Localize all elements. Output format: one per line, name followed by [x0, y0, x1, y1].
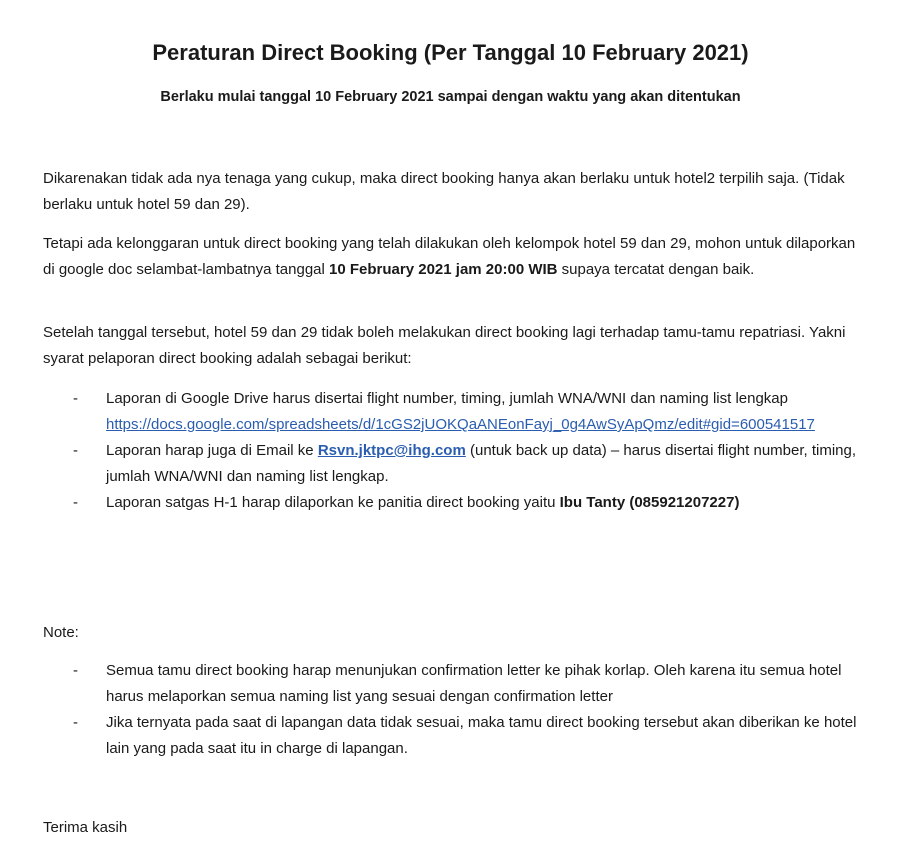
requirement-email-detail: (untuk back up data) – harus disertai flight number, timing, jumlah WNA/WNI dan naming list lengkap. — [106, 442, 857, 485]
paragraph-availability: Dikarenakan tidak ada nya tenaga yang cukup, maka direct booking hanya akan berlaku untuk hotel2 terpilih saja. (Tidak berlaku untuk hotel 59 dan 29). — [43, 170, 845, 213]
deadline-text: 10 February 2021 jam 20:00 WIB — [329, 261, 558, 278]
paragraph-exception-end: supaya tercatat dengan baik. — [557, 261, 755, 278]
list-item — [43, 710, 873, 762]
document-subtitle: Berlaku mulai tanggal 10 February 2021 sampai dengan waktu yang akan ditentukan — [160, 89, 741, 105]
google-doc-link[interactable]: https://docs.google.com/spreadsheets/d/1cGS2jUOKQaANEonFayj_0g4AwSyApQmz/edit#gid=600541517 — [106, 416, 815, 433]
requirement-satgas-text: Laporan satgas H-1 harap dilaporkan ke panitia direct booking yaitu — [106, 494, 560, 511]
list-item — [43, 386, 873, 438]
list-dash: - — [73, 442, 78, 459]
email-link[interactable]: Rsvn.jktpc@ihg.com — [317, 442, 466, 459]
contact-name: Ibu Tanty (085921207227) — [559, 494, 740, 511]
note-data-mismatch: Jika ternyata pada saat di lapangan data tidak sesuai, maka tamu direct booking tersebut akan diberikan ke hotel lain yang pada saat itu in charge di lapangan. — [106, 714, 857, 757]
closing-text: Terima kasih — [43, 819, 128, 836]
list-dash: - — [73, 390, 78, 407]
list-dash: - — [73, 714, 78, 731]
list-item — [43, 438, 873, 490]
paragraph-exception-text: Tetapi ada kelonggaran untuk direct booking yang telah dilakukan oleh kelompok hotel 59 dan 29, mohon untuk dilaporkan di google doc selambat-lambatnya tanggal — [43, 235, 856, 278]
paragraph-exception — [43, 231, 863, 283]
requirement-google-drive: Laporan di Google Drive harus disertai flight number, timing, jumlah WNA/WNI dan naming list lengkap — [106, 390, 788, 407]
list-dash: - — [73, 662, 78, 679]
list-item — [43, 658, 873, 710]
requirements-list — [43, 386, 873, 516]
paragraph-requirements-intro: Setelah tanggal tersebut, hotel 59 dan 29 tidak boleh melakukan direct booking lagi terhadap tamu-tamu repatriasi. Yakni syarat pelaporan direct booking adalah sebagai berikut: — [43, 324, 846, 367]
requirement-email-text: Laporan harap juga di Email ke — [106, 442, 318, 459]
note-label: Note: — [43, 624, 79, 641]
document-title: Peraturan Direct Booking (Per Tanggal 10 February 2021) — [152, 40, 749, 65]
list-dash: - — [73, 494, 78, 511]
list-item — [43, 490, 873, 516]
note-confirmation-letter: Semua tamu direct booking harap menunjukan confirmation letter ke pihak korlap. Oleh karena itu semua hotel harus melaporkan semua naming list yang sesuai dengan confirmation letter — [106, 662, 842, 705]
notes-list — [43, 658, 873, 762]
